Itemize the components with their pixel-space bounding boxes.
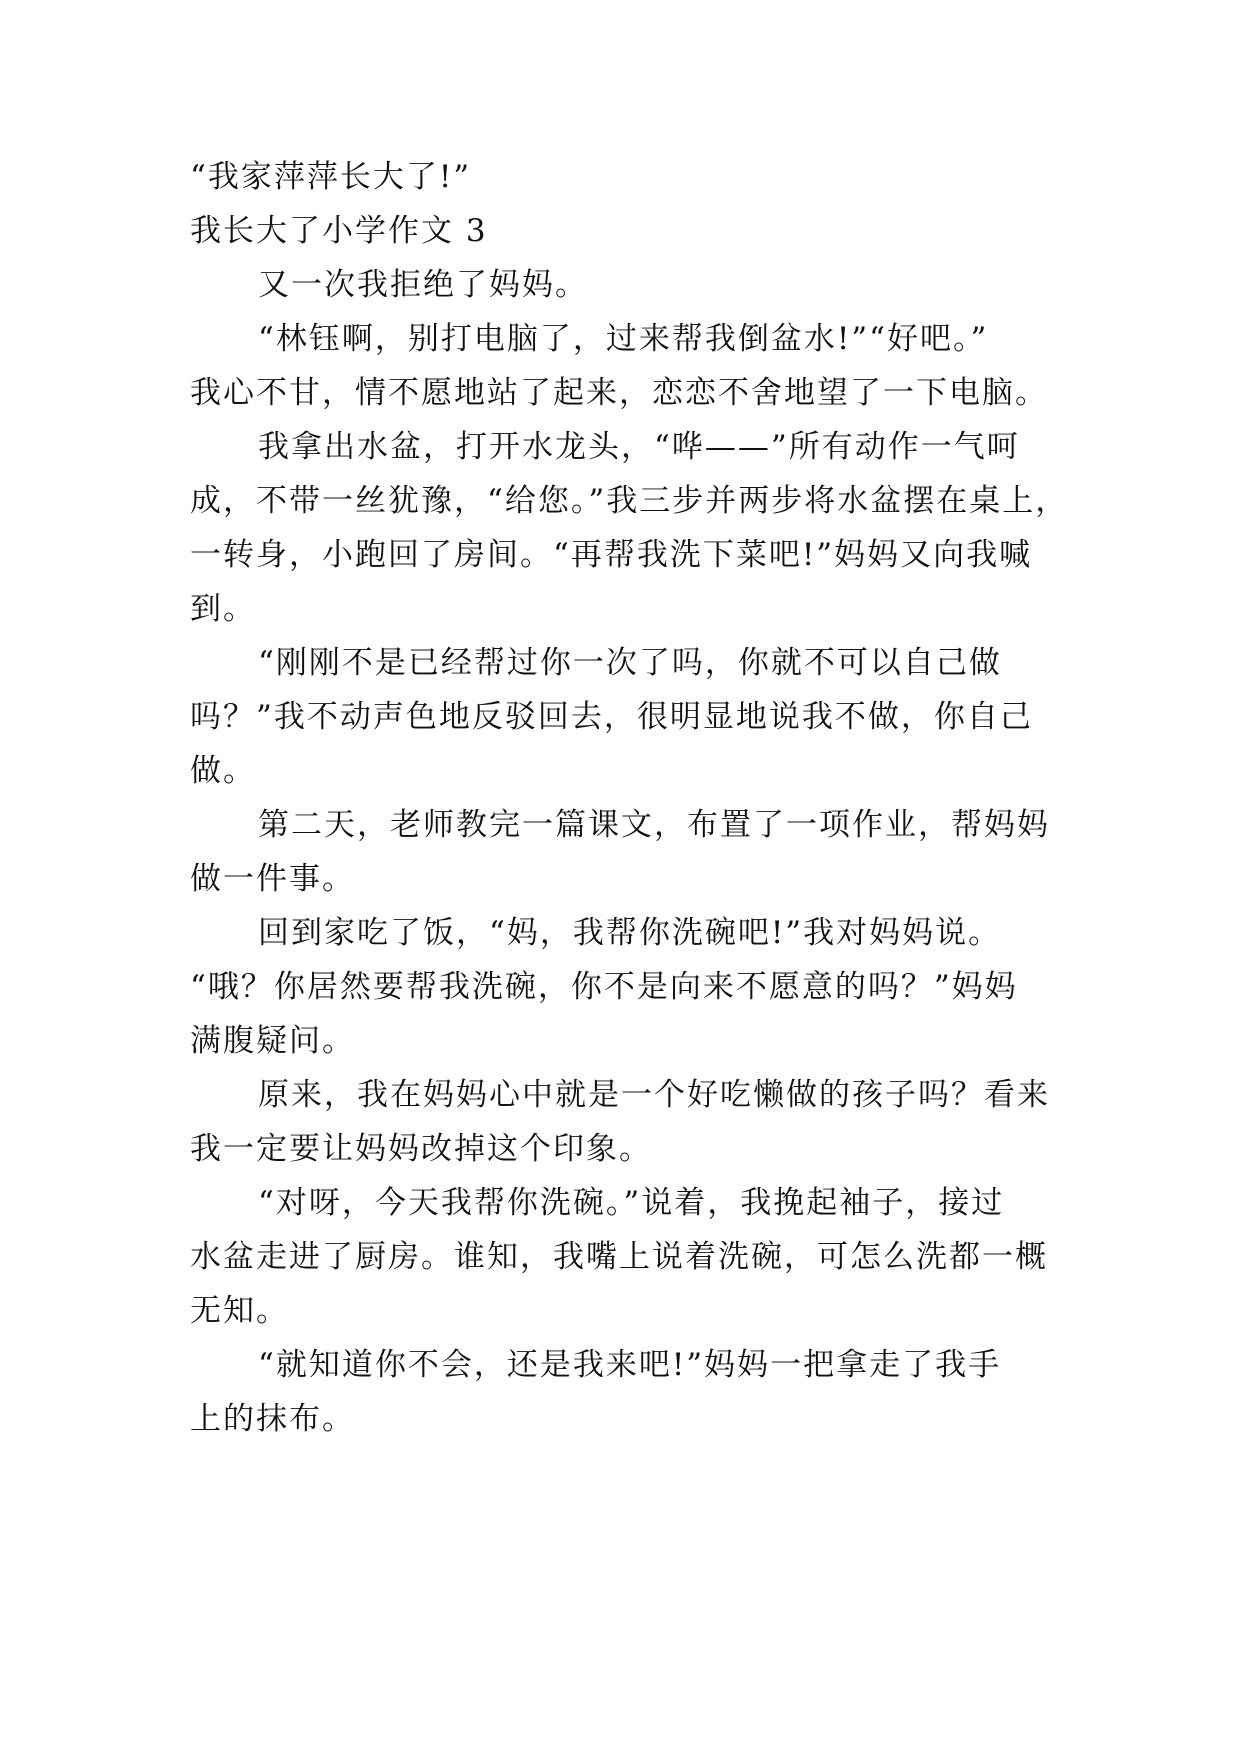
- text-line: 我心不甘，情不愿地站了起来，恋恋不舍地望了一下电脑。: [190, 375, 1048, 411]
- text-line: 我一定要让妈妈改掉这个印象。: [190, 1131, 652, 1167]
- text-line: 水盆走进了厨房。谁知，我嘴上说着洗碗，可怎么洗都一概: [190, 1239, 1048, 1275]
- text-line: 上的抹布。: [190, 1401, 355, 1437]
- text-line: “我家萍萍长大了!”: [190, 159, 472, 195]
- essay-title: 我长大了小学作文 3: [190, 213, 488, 249]
- text-line: 第二天，老师教完一篇课文，布置了一项作业，帮妈妈: [258, 807, 1050, 843]
- text-line: “刚刚不是已经帮过你一次了吗，你就不可以自己做: [258, 645, 1002, 681]
- text-line: 又一次我拒绝了妈妈。: [258, 267, 588, 303]
- text-line: 一转身，小跑回了房间。“再帮我洗下菜吧!”妈妈又向我喊: [190, 537, 1033, 573]
- text-line: “就知道你不会，还是我来吧!”妈妈一把拿走了我手: [258, 1347, 1002, 1383]
- text-line: 成，不带一丝犹豫，“给您。”我三步并两步将水盆摆在桌上，: [190, 483, 1069, 519]
- text-line: 回到家吃了饭，“妈，我帮你洗碗吧!”我对妈妈说。: [258, 915, 1002, 951]
- text-line: “林钰啊，别打电脑了，过来帮我倒盆水!”“好吧。”: [258, 321, 989, 357]
- text-line: 无知。: [190, 1293, 289, 1329]
- text-line: 做。: [190, 753, 256, 789]
- text-line: 做一件事。: [190, 861, 355, 897]
- text-line: “哦？你居然要帮我洗碗，你不是向来不愿意的吗？”妈妈: [190, 969, 1018, 1005]
- text-line: 我拿出水盆，打开水龙头，“哗——”所有动作一气呵: [258, 429, 1020, 465]
- text-line: 到。: [190, 591, 256, 627]
- text-line: 吗？”我不动声色地反驳回去，很明显地说我不做，你自己: [190, 699, 1033, 735]
- text-line: 原来，我在妈妈心中就是一个好吃懒做的孩子吗？看来: [258, 1077, 1050, 1113]
- text-line: 满腹疑问。: [190, 1023, 355, 1059]
- text-line: “对呀，今天我帮你洗碗。”说着，我挽起袖子，接过: [258, 1185, 1005, 1221]
